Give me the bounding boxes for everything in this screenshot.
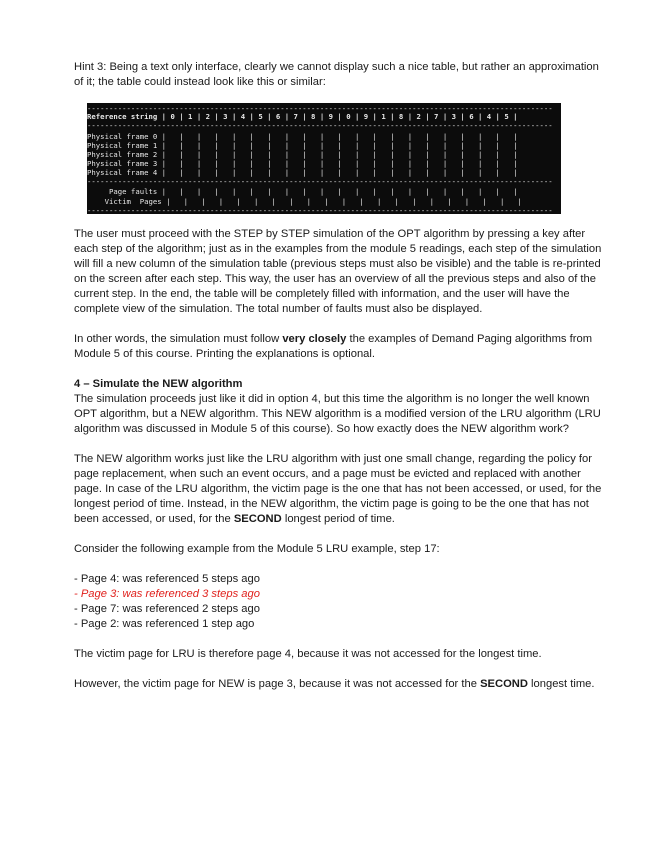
text-run: However, the victim page for NEW is page 3, because it was not accessed for the xyxy=(74,678,481,690)
section-heading xyxy=(74,377,604,392)
new-algorithm-paragraph xyxy=(74,452,604,527)
terminal-frame-row: Physical frame 3 | | | | | | | | | | | | | | | | | | | | | xyxy=(87,159,518,168)
terminal-dash-line: ---------------------------------------------------------------------------------------------------------- xyxy=(87,177,553,186)
terminal-frame-row: Physical frame 2 | | | | | | | | | | | | | | | | | | | | | xyxy=(87,150,518,159)
terminal-table-screenshot xyxy=(87,103,561,214)
bold-run: very closely xyxy=(282,333,347,345)
new-victim-paragraph xyxy=(74,677,604,692)
terminal-victim-row: Victim Pages | | | | | | | | | | | | | | | | | | | | | xyxy=(87,197,522,206)
terminal-frame-row: Physical frame 0 | | | | | | | | | | | | | | | | | | | | | xyxy=(87,132,518,141)
text-run: the examples of Demand Paging algorithms from Module 5 of this course. Printing the explanations is optional. xyxy=(74,333,593,360)
page-list-item: - Page 2: was referenced 1 step ago xyxy=(74,618,255,630)
page-list-item: - Page 4: was referenced 5 steps ago xyxy=(74,573,260,585)
step-paragraph: The user must proceed with the STEP by STEP simulation of the OPT algorithm by pressing a key after each step of the algorithm; just as in the examples from the module 5 readings, each step of the simulation will fill a new column of the simulation table (previous steps must also be visible) and the table is re-printed on the screen after each step. This way, the user has an overview of all the previous steps and also of the current step. In the end, the table will be completely filled with information, and the user will have the complete view of the simulation. The total number of faults must also be displayed. xyxy=(74,228,602,315)
bold-run: SECOND xyxy=(480,678,528,690)
text-run: In other words, the simulation must follow xyxy=(74,333,283,345)
terminal-dash-line: ---------------------------------------------------------------------------------------------------------- xyxy=(87,121,553,130)
page-list-item: - Page 7: was referenced 2 steps ago xyxy=(74,603,260,615)
section-paragraph: The simulation proceeds just like it did in option 4, but this time the algorithm is no longer the well known OPT algorithm, but a NEW algorithm. This NEW algorithm is a modified version of the LRU algorithm (LRU algorithm was discussed in Module 5 of this course). So how exactly does the NEW algorithm work? xyxy=(74,393,601,435)
text-run: longest time. xyxy=(527,678,595,690)
terminal-faults-row: Page faults | | | | | | | | | | | | | | | | | | | | | xyxy=(87,187,518,196)
document-page xyxy=(74,60,604,692)
text-run: The NEW algorithm works just like the LRU algorithm with just one small change, regarding the policy for page replacement, when such an event occurs, and a page must be evicted and replaced with another page. In case of the LRU algorithm, the victim page is the one that has not been accessed, or used, for the longest period of time. Instead, in the NEW algorithm, the victim page is going to be the one that has not been accessed, or used, for the xyxy=(74,453,602,525)
lru-victim-paragraph: The victim page for LRU is therefore page 4, because it was not accessed for the longest time. xyxy=(74,648,542,660)
bold-run: SECOND xyxy=(233,513,282,525)
other-words-paragraph xyxy=(74,332,604,362)
terminal-frame-row: Physical frame 1 | | | | | | | | | | | | | | | | | | | | | xyxy=(87,141,518,150)
terminal-dash-line: ---------------------------------------------------------------------------------------------------------- xyxy=(87,206,553,214)
hint-paragraph: Hint 3: Being a text only interface, clearly we cannot display such a nice table, but rather an approximation of it; the table could instead look like this or similar: xyxy=(74,61,599,88)
terminal-frame-row: Physical frame 4 | | | | | | | | | | | | | | | | | | | | | xyxy=(87,168,518,177)
section-heading-text: 4 – Simulate the NEW algorithm xyxy=(74,378,243,390)
terminal-dash-line: ---------------------------------------------------------------------------------------------------------- xyxy=(87,104,553,113)
page-list-item-highlighted: - Page 3: was referenced 3 steps ago xyxy=(74,588,260,600)
consider-paragraph: Consider the following example from the Module 5 LRU example, step 17: xyxy=(74,543,440,555)
text-run: longest period of time. xyxy=(281,513,395,525)
terminal-reference-row: Reference string | 0 | 1 | 2 | 3 | 4 | 5 | 6 | 7 | 8 | 9 | 0 | 9 | 1 | 8 | 2 | 7 | 3 | 6 | 4 | 5 | xyxy=(87,112,518,121)
